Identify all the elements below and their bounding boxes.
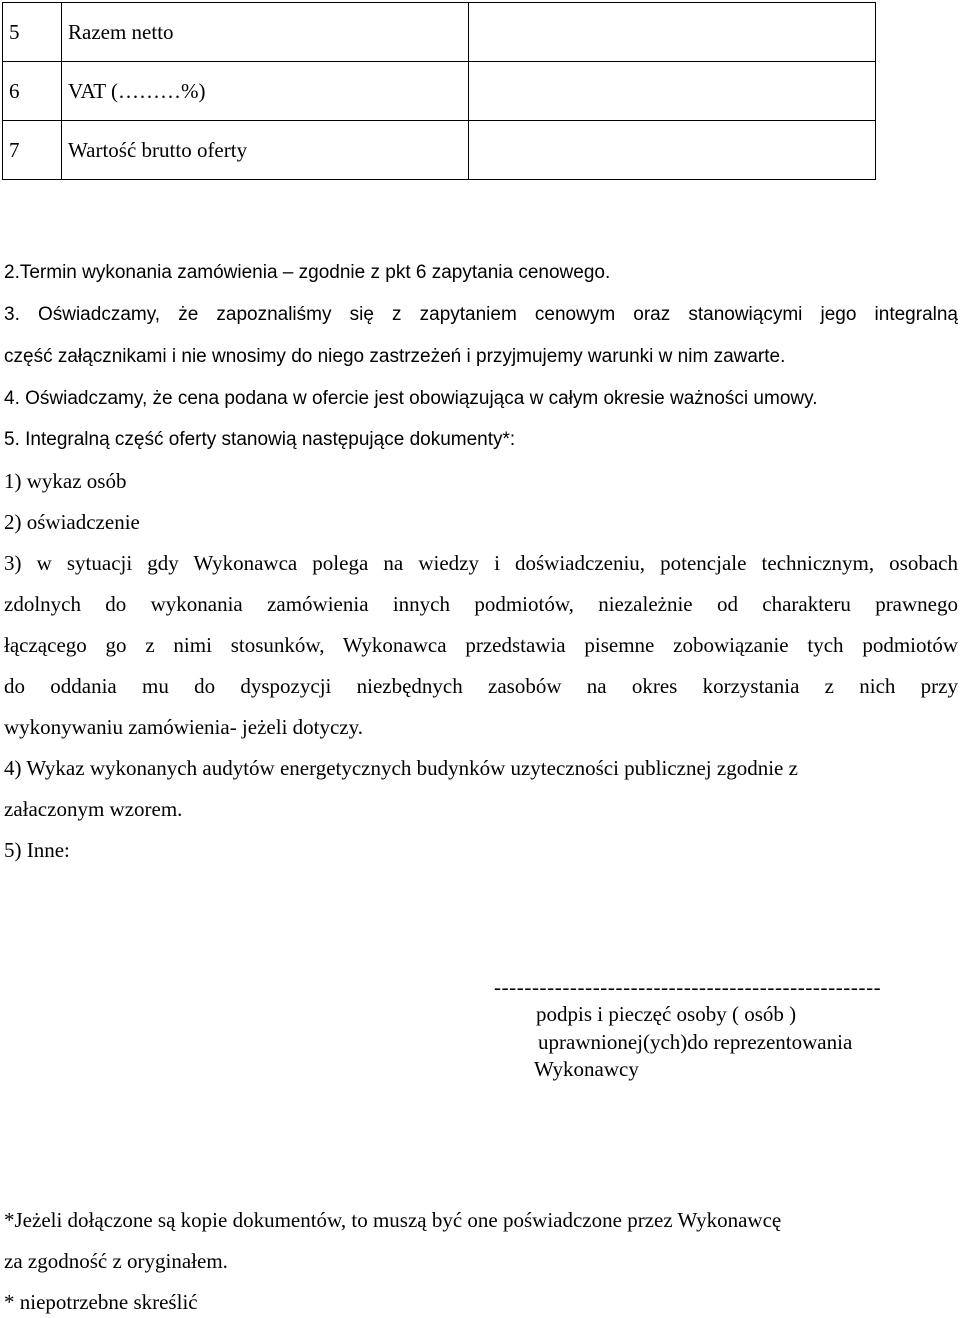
signature-caption-line-3: Wykonawcy [534, 1057, 639, 1081]
row-value-cell[interactable] [469, 121, 876, 180]
point-4-price-statement: 4. Oświadczamy, że cena podana w ofercie jest obowiązująca w całym okresie ważności umowy. [4, 388, 818, 409]
price-summary-table [2, 2, 876, 180]
signature-caption-line-1: podpis i pieczęć osoby ( osób ) [536, 1002, 797, 1026]
document-item-4-line-1: 4) Wykaz wykonanych audytów energetycznych budynków uzyteczności publicznej zgodnie z [4, 756, 798, 780]
signature-dashed-line: --------------------------------------------------- [494, 975, 882, 999]
row-label: VAT (………%) [62, 62, 469, 121]
table-row [3, 62, 876, 121]
footnote-strike-out: * niepotrzebne skreślić [4, 1290, 198, 1314]
document-item-3-line-3: łączącego go z nimi stosunków, Wykonawca przedstawia pisemne zobowiązanie tych podmiotów [4, 633, 958, 657]
document-item-3-line-5: wykonywaniu zamówienia- jeżeli dotyczy. [4, 715, 364, 739]
document-item-4-line-2: załaczonym wzorem. [4, 797, 183, 821]
document-item-5: 5) Inne: [4, 838, 70, 862]
document-item-2: 2) oświadczenie [4, 510, 140, 534]
footnote-copies-continued: za zgodność z oryginałem. [4, 1249, 228, 1273]
table-row [3, 3, 876, 62]
row-label: Razem netto [62, 3, 469, 62]
row-value-cell[interactable] [469, 3, 876, 62]
point-5-documents-heading: 5. Integralną część oferty stanowią następujące dokumenty*: [4, 429, 516, 450]
signature-caption-line-2: uprawnionej(ych)do reprezentowania [538, 1030, 853, 1054]
document-item-3-line-4: do oddania mu do dyspozycji niezbędnych zasobów na okres korzystania z nich przy [4, 674, 958, 698]
row-value-cell[interactable] [469, 62, 876, 121]
row-number: 7 [3, 121, 62, 180]
point-2-deadline: 2.Termin wykonania zamówienia – zgodnie z pkt 6 zapytania cenowego. [4, 262, 611, 283]
row-number: 5 [3, 3, 62, 62]
point-3-line-1: 3. Oświadczamy, że zapoznaliśmy się z zapytaniem cenowym oraz stanowiącymi jego integralną [4, 304, 958, 325]
document-item-1: 1) wykaz osób [4, 469, 127, 493]
document-item-3-line-2: zdolnych do wykonania zamówienia innych podmiotów, niezależnie od charakteru prawnego [4, 592, 958, 616]
table-row [3, 121, 876, 180]
row-number: 6 [3, 62, 62, 121]
document-item-3-line-1: 3) w sytuacji gdy Wykonawca polega na wiedzy i doświadczeniu, potencjale technicznym, osobach [4, 551, 958, 575]
row-label: Wartość brutto oferty [62, 121, 469, 180]
point-3-line-2: część załącznikami i nie wnosimy do niego zastrzeżeń i przyjmujemy warunki w nim zawarte. [4, 346, 786, 367]
footnote-copies: *Jeżeli dołączone są kopie dokumentów, to muszą być one poświadczone przez Wykonawcę [4, 1208, 782, 1232]
